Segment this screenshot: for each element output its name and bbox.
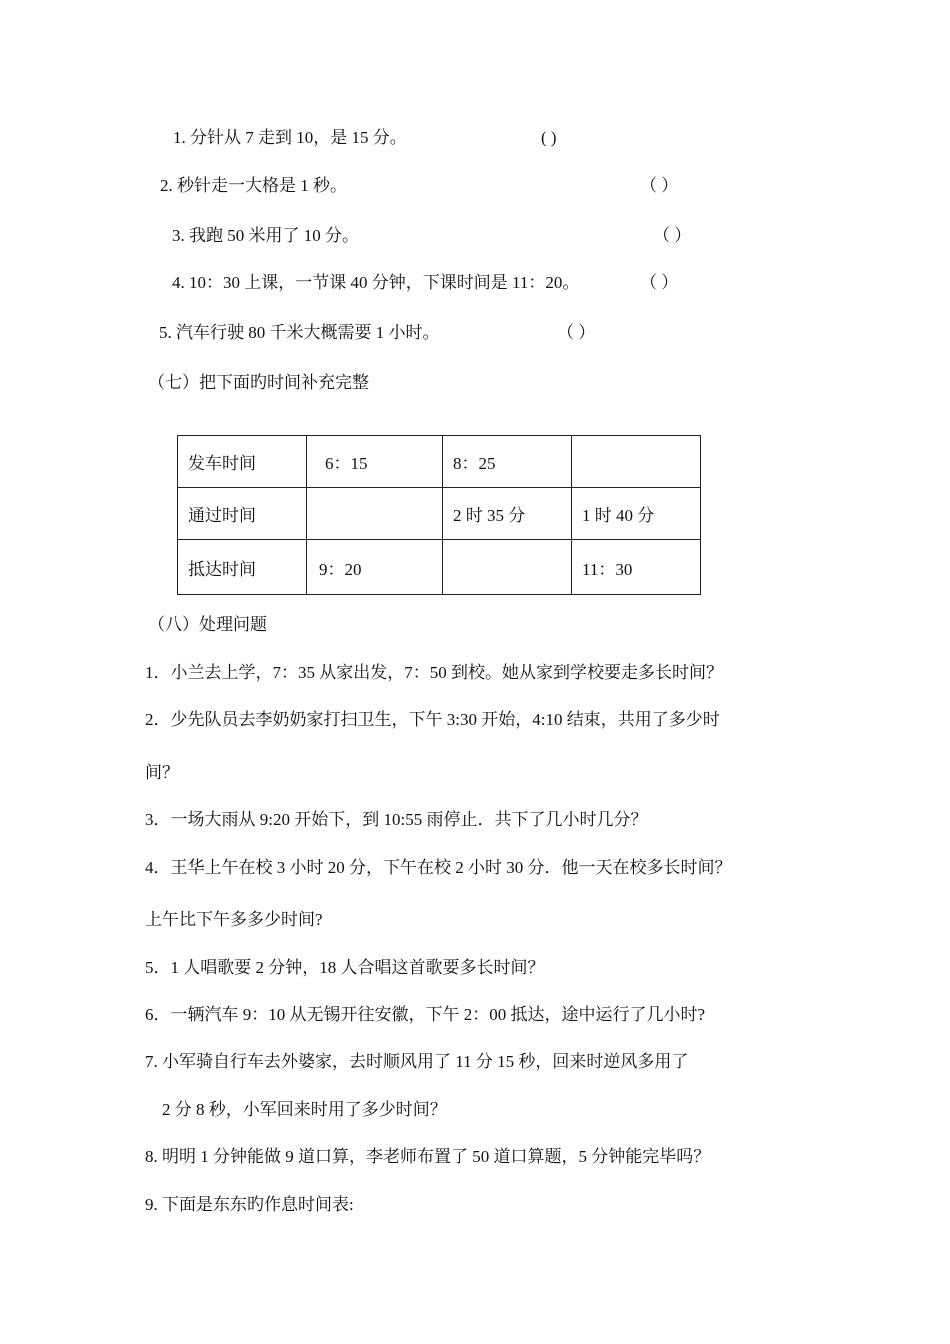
problem-line: 上午比下午多多少时间? <box>145 910 323 929</box>
table-row-transit <box>178 488 701 540</box>
problem-line: 8. 明明 1 分钟能做 9 道口算，李老师布置了 50 道口算题，5 分钟能完毕吗？ <box>145 1147 711 1166</box>
table-cell-blank[interactable] <box>572 436 701 488</box>
table-cell: 9：20 <box>307 540 443 595</box>
problem-line: 5．1 人唱歌要 2 分钟，18 人合唱这首歌要多长时间？ <box>145 958 545 977</box>
judgment-answer-blank-4[interactable]: （ ） <box>640 273 679 292</box>
table-cell: 6：15 <box>307 436 443 488</box>
table-cell: 1 时 40 分 <box>572 488 701 540</box>
table-row-arrive <box>178 540 701 595</box>
table-cell: 11：30 <box>572 540 701 595</box>
judgment-item-5: 5. 汽车行驶 80 千米大概需要 1 小时。 <box>159 323 440 342</box>
problem-line: 2．少先队员去李奶奶家打扫卫生，下午 3:30 开始，4:10 结束，共用了多少时 <box>145 710 720 729</box>
judgment-item-2: 2. 秒针走一大格是 1 秒。 <box>160 176 347 195</box>
table-cell: 发车时间 <box>178 436 307 488</box>
problem-line: 3．一场大雨从 9:20 开始下，到 10:55 雨停止．共下了几小时几分？ <box>145 810 648 829</box>
judgment-item-1: 1. 分针从 7 走到 10，是 15 分。 <box>173 128 407 147</box>
table-cell: 抵达时间 <box>178 540 307 595</box>
timetable <box>177 435 701 595</box>
table-cell: 2 时 35 分 <box>443 488 572 540</box>
judgment-item-4: 4. 10：30 上课，一节课 40 分钟，下课时间是 11：20。 <box>172 273 580 292</box>
table-cell: 8：25 <box>443 436 572 488</box>
problem-line: 2 分 8 秒，小军回来时用了多少时间？ <box>162 1100 447 1119</box>
problem-line: 1．小兰去上学，7：35 从家出发，7：50 到校。她从家到学校要走多长时间？ <box>145 663 723 682</box>
problem-line: 6．一辆汽车 9：10 从无锡开往安徽，下午 2：00 抵达，途中运行了几小时? <box>145 1005 706 1024</box>
judgment-answer-blank-3[interactable]: （ ） <box>653 226 692 245</box>
table-cell: 通过时间 <box>178 488 307 540</box>
section-7-heading: （七）把下面旳时间补充完整 <box>148 373 369 392</box>
problem-line: 7. 小军骑自行车去外婆家，去时顺风用了 11 分 15 秒，回来时逆风多用了 <box>145 1052 689 1071</box>
problem-line: 4．王华上午在校 3 小时 20 分，下午在校 2 小时 30 分．他一天在校多长时间？ <box>145 858 732 877</box>
table-row-depart <box>178 436 701 488</box>
judgment-answer-blank-1[interactable]: ( ) <box>541 128 557 147</box>
judgment-answer-blank-5[interactable]: （ ） <box>557 323 596 342</box>
table-cell-blank[interactable] <box>443 540 572 595</box>
judgment-answer-blank-2[interactable]: （ ） <box>640 176 679 195</box>
table-cell-blank[interactable] <box>307 488 443 540</box>
problem-line: 9. 下面是东东旳作息时间表: <box>145 1195 354 1214</box>
judgment-item-3: 3. 我跑 50 米用了 10 分。 <box>172 226 359 245</box>
problem-line: 间？ <box>145 763 179 782</box>
section-8-heading: （八）处理问题 <box>148 615 267 634</box>
